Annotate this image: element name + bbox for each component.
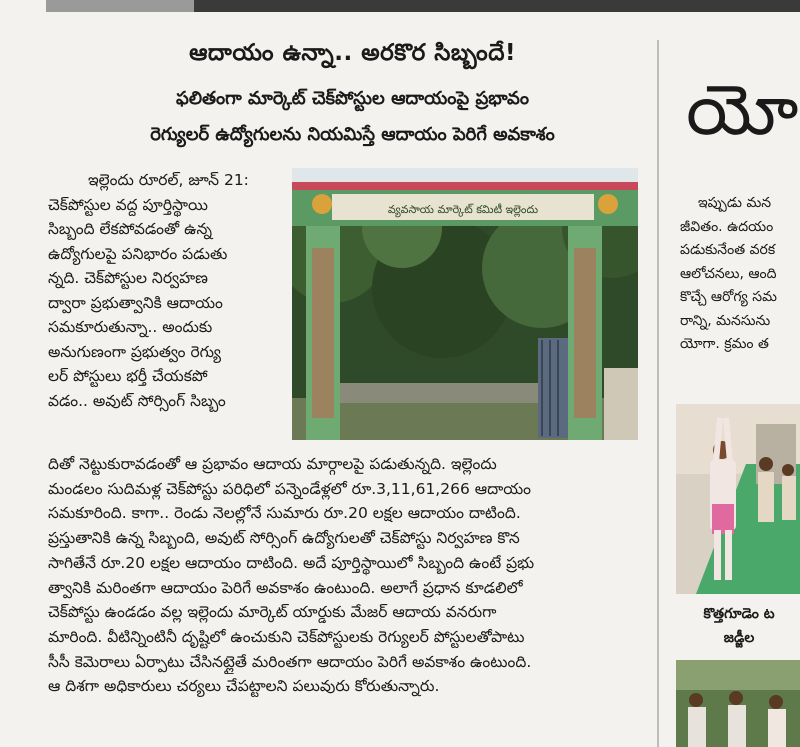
- body-line: వడం.. అవుట్ సోర్సింగ్ సిబ్బం: [48, 391, 226, 410]
- body-line: ద్వారా ప్రభుత్వానికి ఆదాయం: [48, 293, 223, 312]
- article-subheadline-2: రెగ్యులర్ ఉద్యోగులను నియమిస్తే ఆదాయం పెరిగే అవకాశం: [150, 124, 555, 145]
- body-line: పడుకునేంత వరక: [680, 242, 776, 258]
- caption-line: కొత్తగూడెం ట: [703, 606, 775, 622]
- yoga-illustration-2: [676, 660, 800, 747]
- gate-illustration: [292, 168, 638, 440]
- yoga-photo-2: [676, 660, 800, 747]
- body-line: చెక్‌పోస్టు ఉండడం వల్ల ఇల్లెందు మార్కెట్ యార్డుకు మేజర్ ఆదాయ వనరుగా: [48, 603, 497, 622]
- yoga-photo-caption: [678, 602, 800, 650]
- body-line: న్నది. చెక్‌పోస్టుల నిర్వహణ: [48, 269, 208, 287]
- body-line: త్వానికి మరింతగా ఆదాయం పెరిగే అవకాశం ఉంటుంది. అలాగే ప్రధాన కూడలిలో: [48, 578, 523, 597]
- body-line: మారింది. వీటిన్నింటినీ దృష్టిలో ఉంచుకుని చెక్‌పోస్టులకు రెగ్యులర్ పోస్టులతోపాటు: [48, 627, 525, 646]
- column-divider: [657, 40, 659, 747]
- article-body-wide: [48, 452, 648, 699]
- body-line: రాన్ని, మనసును: [680, 312, 771, 329]
- market-gate-photo: [292, 168, 638, 440]
- body-line: చెక్‌పోస్టుల వద్ద పూర్తిస్థాయి: [48, 195, 208, 214]
- article-dateline: ఇల్లెందు రూరల్, జూన్ 21:: [88, 171, 249, 189]
- article-subheadline-1: ఫలితంగా మార్కెట్ చెక్‌పోస్టుల ఆదాయంపై ప్రభావం: [176, 88, 529, 109]
- body-line: ఇప్పుడు మన: [698, 195, 772, 211]
- body-line: లర్ పోస్టులు భర్తీ చేయకపో: [48, 367, 208, 385]
- body-line: జీవితం. ఉదయం: [680, 218, 774, 235]
- body-line: సమకూరుతున్నా.. అందుకు: [48, 318, 213, 336]
- body-line: అనుగుణంగా ప్రభుత్వం రెగ్యు: [48, 342, 221, 361]
- body-line: ఆలోచనలు, ఆంది: [680, 265, 777, 282]
- body-line: ఆ దిశగా అధికారులు చర్యలు చేపట్టాలని పలువురు కోరుతున్నారు.: [48, 677, 440, 696]
- gate-sign-text: వ్యవసాయ మార్కెట్ కమిటీ ఇల్లెందు: [387, 203, 539, 216]
- yoga-illustration: [676, 404, 800, 594]
- top-bar-left-segment: [46, 0, 194, 12]
- body-line: కొచ్చే ఆరోగ్య సమ: [680, 289, 777, 305]
- article-body-narrow: [48, 168, 280, 413]
- body-line: సమకూరింది. కాగా.. రెండు నెలల్లోనే సుమారు రూ.20 లక్షల ఆదాయం దాటింది.: [48, 504, 521, 523]
- body-line: మండలం సుదిమళ్ల చెక్‌పోస్టు పరిధిలో పన్నెండేళ్లలో రూ.3,11,61,266 ఆదాయం: [48, 479, 532, 498]
- body-line: ప్రస్తుతానికి ఉన్న సిబ్బంది, అవుట్ సోర్సింగ్ ఉద్యోగులతో చెక్‌పోస్టు నిర్వహణ కొన: [48, 529, 520, 548]
- right-article-headline: యో: [686, 69, 799, 151]
- body-line: ఉద్యోగులపై పనిభారం పడుతు: [48, 244, 228, 263]
- caption-line: జడ్జీల: [723, 630, 755, 646]
- body-line: సిబ్బంది లేకపోవడంతో ఉన్న: [48, 220, 212, 238]
- right-article-body: [680, 192, 800, 357]
- body-line: యోగా. క్రమం త: [680, 336, 769, 352]
- yoga-photo: [676, 404, 800, 594]
- body-line: సీసీ కెమెరాలు ఏర్పాటు చేసినట్లైతే మరింతగా ఆదాయం పెరిగే అవకాశం ఉంటుంది.: [48, 652, 532, 671]
- body-line: సాగితేనే రూ.20 లక్షల ఆదాయం దాటింది. అదే పూర్తిస్థాయిలో సిబ్బంది ఉంటే ప్రభు: [48, 553, 535, 572]
- body-line: దితో నెట్టుకురావడంతో ఆ ప్రభావం ఆదాయ మార్గాలపై పడుతున్నది. ఇల్లెందు: [48, 455, 497, 473]
- article-headline: ఆదాయం ఉన్నా.. అరకొర సిబ్బందే!: [189, 40, 516, 66]
